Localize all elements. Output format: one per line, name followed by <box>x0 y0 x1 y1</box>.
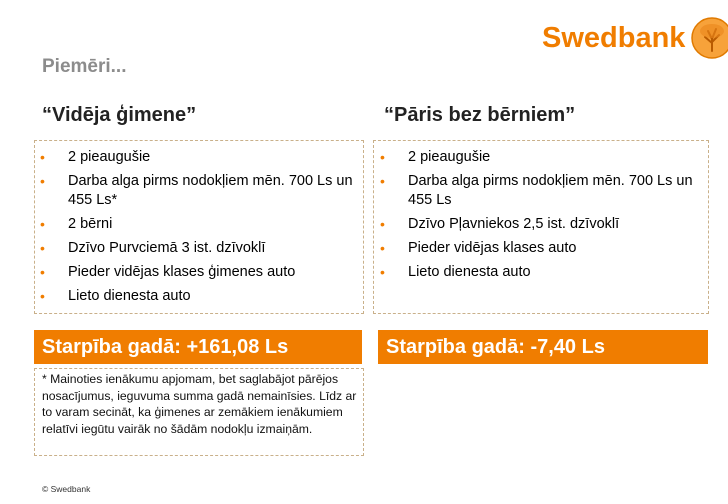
left-bullet-list <box>40 148 358 311</box>
bullet-icon: • <box>380 264 385 280</box>
list-item: • Pieder vidējas klases ģimenes auto <box>40 264 296 280</box>
bullet-icon: • <box>380 173 385 189</box>
bullet-icon: • <box>380 216 385 232</box>
bullet-icon: • <box>40 288 45 304</box>
bullet-icon: • <box>40 264 45 280</box>
list-item: • Lieto dienesta auto <box>40 288 191 304</box>
list-item: • 2 pieaugušie <box>380 149 491 165</box>
copyright-footer: © Swedbank <box>42 484 91 494</box>
bullet-icon: • <box>40 173 45 189</box>
bullet-icon: • <box>380 240 385 256</box>
right-difference-banner: Starpība gadā: -7,40 Ls <box>378 330 708 364</box>
list-item: • 2 pieaugušie <box>40 149 151 165</box>
page-title: Piemēri... <box>42 56 127 77</box>
list-item: • Pieder vidējas klases auto <box>380 240 577 256</box>
list-item: • Darba alga pirms nodokļiem mēn. 700 Ls un 455 Ls <box>380 173 693 208</box>
list-item: • Lieto dienesta auto <box>380 264 531 280</box>
list-item: • 2 bērni <box>40 216 113 232</box>
bullet-icon: • <box>40 240 45 256</box>
list-item: • Dzīvo Pļavniekos 2,5 ist. dzīvoklī <box>380 216 620 232</box>
bullet-icon: • <box>40 216 45 232</box>
swedbank-logo <box>542 18 728 58</box>
bullet-icon: • <box>380 149 385 165</box>
list-item: • Darba alga pirms nodokļiem mēn. 700 Ls un 455 Ls* <box>40 173 353 208</box>
left-column-heading: “Vidēja ģimene” <box>42 104 197 126</box>
right-column-heading: “Pāris bez bērniem” <box>384 104 576 126</box>
logo-text: Swedbank <box>542 21 686 54</box>
right-bullet-list <box>380 148 700 287</box>
oak-tree-icon <box>691 17 728 59</box>
list-item: • Dzīvo Purvciemā 3 ist. dzīvoklī <box>40 240 266 256</box>
footnote: * Mainoties ienākumu apjomam, bet saglabājot pārējos nosacījumus, ieguvuma summa gadā nemainīsies. Līdz ar to varam secināt, ka ģimenes ar zemākiem ienākumiem relatīvi iegūtu vairāk no šādām nodokļu izmaiņām. <box>42 372 357 436</box>
bullet-icon: • <box>40 149 45 165</box>
left-difference-banner: Starpība gadā: +161,08 Ls <box>34 330 362 364</box>
